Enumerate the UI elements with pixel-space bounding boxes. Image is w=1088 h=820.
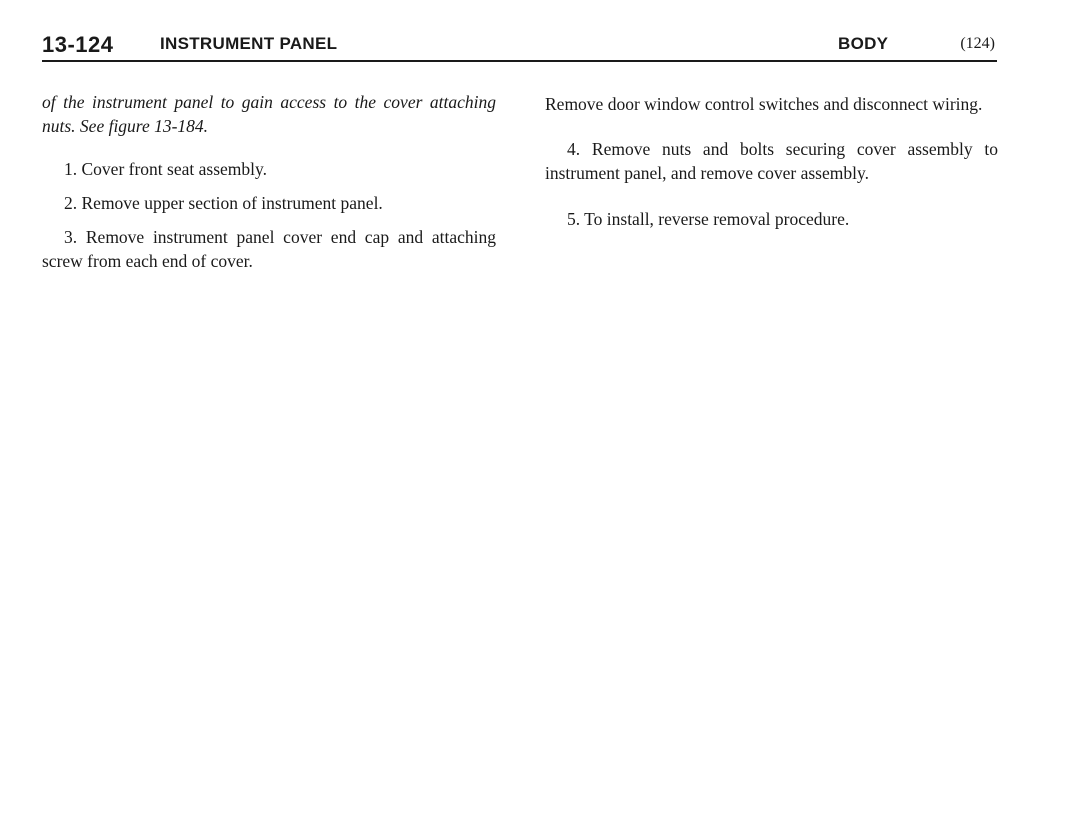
step-1: 1. Cover front seat assembly.	[64, 159, 267, 179]
section-title: INSTRUMENT PANEL	[160, 34, 338, 53]
right-column	[545, 90, 998, 241]
step-5: 5. To install, reverse removal procedure.	[567, 209, 850, 229]
left-column	[42, 90, 496, 283]
page-header	[42, 30, 997, 62]
chapter-title: BODY	[838, 34, 889, 53]
continued-paragraph: of the instrument panel to gain access to the cover attaching nuts. See figure 13-184.	[42, 92, 496, 136]
step-3: 3. Remove instrument panel cover end cap and attaching screw from each end of cover.	[42, 227, 496, 271]
page-number: 13-124	[42, 32, 114, 57]
step-2: 2. Remove upper section of instrument panel.	[64, 193, 383, 213]
step-4: 4. Remove nuts and bolts securing cover assembly to instrument panel, and remove cover assembly.	[545, 139, 998, 183]
step-3-continuation: Remove door window control switches and disconnect wiring.	[545, 94, 983, 114]
page-reference: (124)	[960, 35, 995, 52]
